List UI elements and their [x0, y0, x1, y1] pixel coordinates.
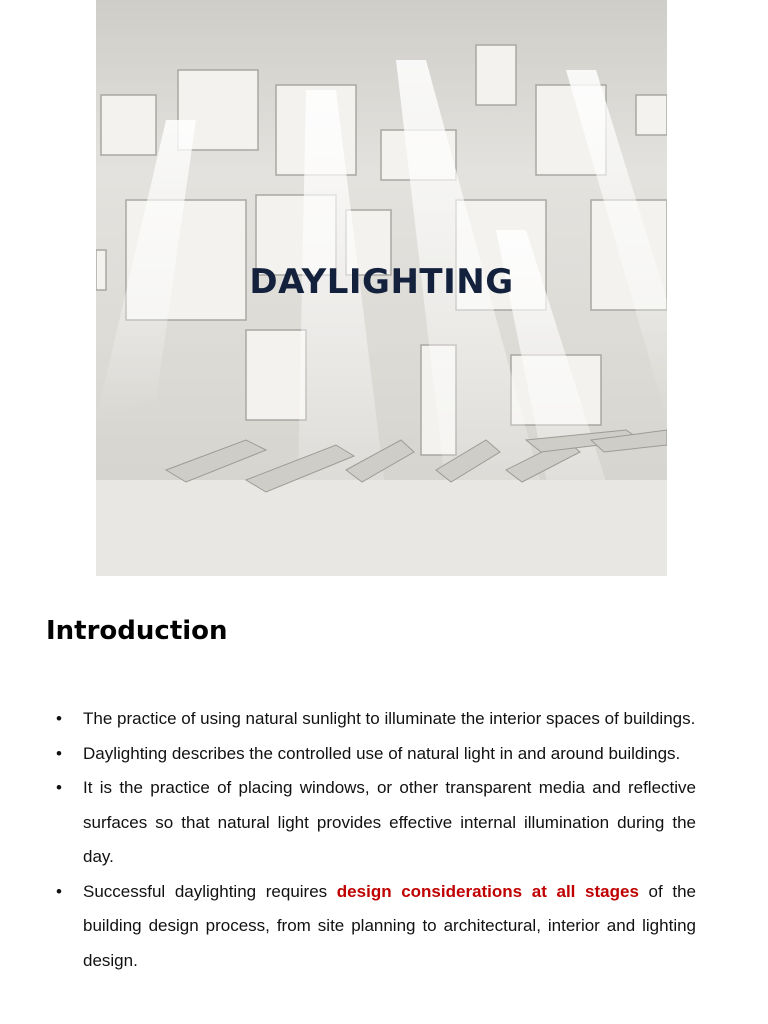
list-item: [56, 737, 696, 772]
introduction-heading: Introduction: [46, 616, 228, 646]
bullet-icon: •: [56, 881, 62, 901]
bullet-text: It is the practice of placing windows, or other transparent media and reflective surfaces so that natural light provides effective internal illumination during the day.: [83, 778, 696, 866]
list-item: [56, 875, 696, 979]
bullet-text: Daylighting describes the controlled use of natural light in and around buildings.: [83, 743, 681, 763]
bullet-icon: •: [56, 778, 62, 797]
bullet-text: The practice of using natural sunlight to illuminate the interior spaces of buildings.: [83, 709, 696, 728]
list-item: [56, 771, 696, 875]
introduction-bullet-list: [56, 702, 696, 978]
bullet-text-after: of the building design process, from site planning to architectural, interior and lighting design.: [83, 881, 696, 970]
bullet-icon: •: [56, 743, 62, 763]
daylighting-hero-image: [96, 0, 667, 576]
list-item: [56, 702, 696, 737]
bullet-icon: •: [56, 709, 62, 728]
hero-title: DAYLIGHTING: [249, 262, 514, 302]
bullet-text-before: Successful daylighting requires: [83, 881, 337, 901]
highlighted-text: design considerations at all stages: [336, 881, 639, 901]
